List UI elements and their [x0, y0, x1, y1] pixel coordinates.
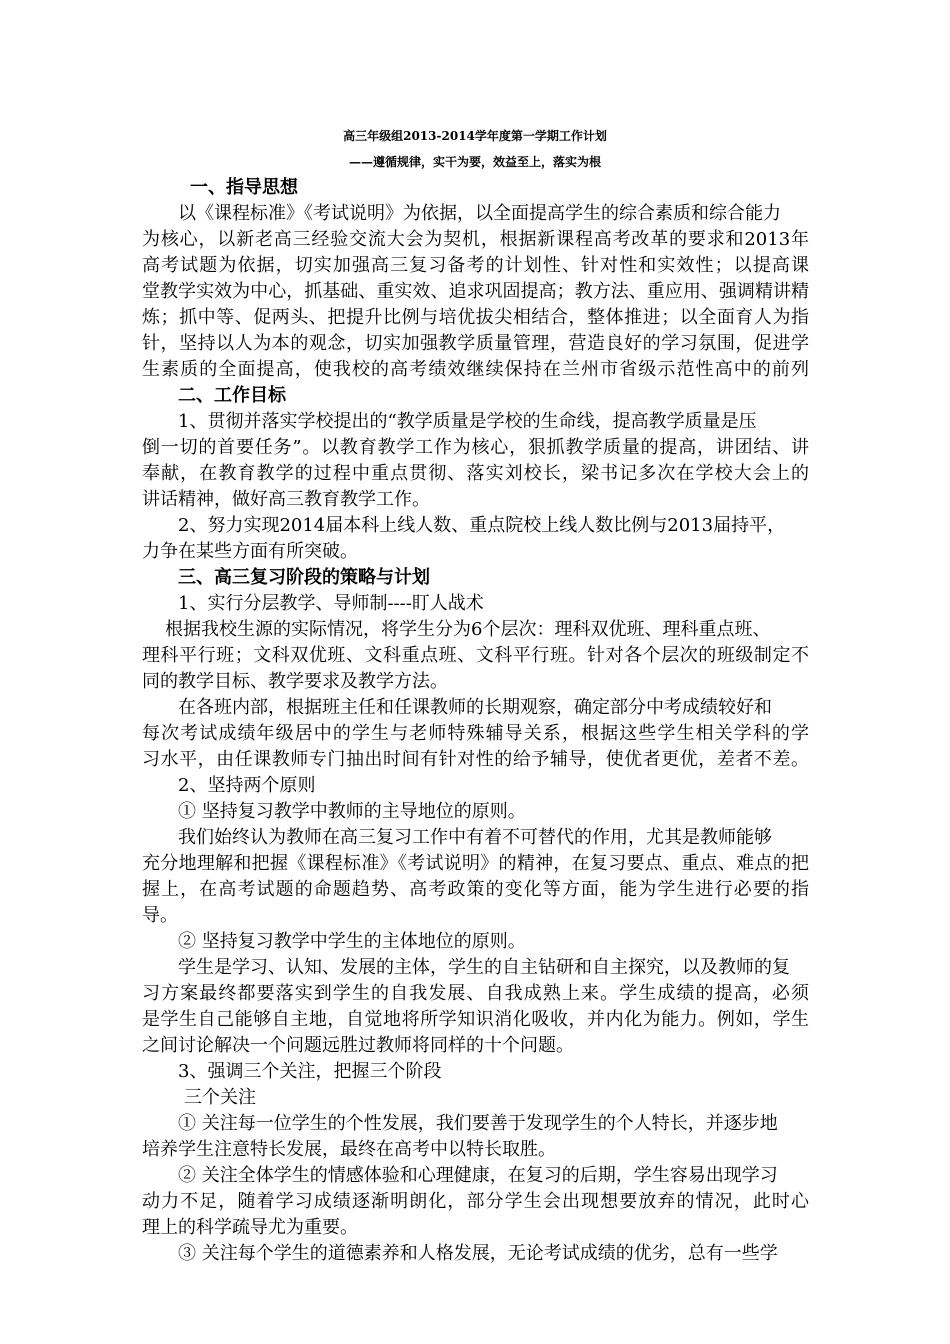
- paragraph-line: 讲话精神，做好高三教育教学工作。: [142, 489, 430, 510]
- focus-item: ② 关注全体学生的情感体验和心理健康，在复习的后期，学生容易出现学习: [178, 1165, 778, 1186]
- focus-item: ③ 关注每个学生的道德素养和人格发展，无论考试成绩的优劣，总有一些学: [178, 1243, 778, 1264]
- paragraph-line: 理上的科学疏导尤为重要。: [142, 1217, 358, 1238]
- paragraph-line: 习方案最终都要落实到学生的自我发展、自我成熟上来。学生成绩的提高，必须: [142, 983, 809, 1004]
- paragraph-line: 倒一切的首要任务”。以教育教学工作为核心，狠抓教学质量的提高，讲团结、讲: [142, 437, 809, 458]
- paragraph-line: 习水平，由任课教师专门抽出时间有针对性的给予辅导，使优者更优，差者不差。: [142, 749, 809, 770]
- section-heading: 二、工作目标: [178, 385, 286, 406]
- paragraph-line: 为核心，以新老高三经验交流大会为契机，根据新课程高考改革的要求和2013年: [142, 229, 809, 250]
- paragraph-line: 生素质的全面提高，使我校的高考绩效继续保持在兰州市省级示范性高中的前列: [142, 359, 809, 380]
- subsection-heading: 3、强调三个关注，把握三个阶段: [178, 1061, 442, 1082]
- paragraph-line: 握上，在高考试题的命题趋势、高考政策的变化等方面，能为学生进行必要的指: [142, 879, 809, 900]
- paragraph-line: 高考试题为依据，切实加强高三复习备考的计划性、针对性和实效性；以提高课: [142, 255, 809, 276]
- paragraph-line: 充分地理解和把握《课程标准》《考试说明》的精神，在复习要点、重点、难点的把: [142, 853, 809, 874]
- paragraph-line: 以《课程标准》《考试说明》为依据，以全面提高学生的综合素质和综合能力: [178, 203, 781, 224]
- paragraph-line: 学生是学习、认知、发展的主体，学生的自主钻研和自主探究，以及教师的复: [178, 957, 790, 978]
- paragraph-line: 是学生自己能够自主地，自觉地将所学知识消化吸收，并内化为能力。例如，学生: [142, 1009, 809, 1030]
- paragraph-line: 之间讨论解决一个问题远胜过教师将同样的十个问题。: [142, 1035, 574, 1056]
- paragraph-line: 我们始终认为教师在高三复习工作中有着不可替代的作用，尤其是教师能够: [178, 827, 772, 848]
- paragraph-line: 导。: [142, 905, 178, 926]
- principle-item: ① 坚持复习教学中教师的主导地位的原则。: [178, 801, 526, 822]
- paragraph-line: 炼；抓中等、促两头、把提升比例与培优拔尖相结合，整体推进；以全面育人为指: [142, 307, 809, 328]
- document-title: 高三年级组2013-2014学年度第一学期工作计划: [343, 129, 607, 143]
- paragraph-line: 同的教学目标、教学要求及教学方法。: [142, 671, 448, 692]
- paragraph-line: 1、贯彻并落实学校提出的“教学质量是学校的生命线，提高教学质量是压: [178, 411, 757, 432]
- paragraph-line: 堂教学实效为中心，抓基础、重实效、追求巩固提高；教方法、重应用、强调精讲精: [142, 281, 809, 302]
- paragraph-line: 力争在某些方面有所突破。: [142, 541, 358, 562]
- section-heading: 一、指导思想: [190, 177, 298, 198]
- paragraph-line: 每次考试成绩年级居中的学生与老师特殊辅导关系，根据这些学生相关学科的学: [142, 723, 809, 744]
- document-subtitle: ——遵循规律，实干为要，效益至上，落实为根: [348, 155, 601, 169]
- paragraph-line: 在各班内部，根据班主任和任课教师的长期观察，确定部分中考成绩较好和: [178, 697, 772, 718]
- paragraph-line: 动力不足，随着学习成绩逐渐明朗化，部分学生会出现想要放弃的情况，此时心: [142, 1191, 809, 1212]
- paragraph-line: 奉献，在教育教学的过程中重点贯彻、落实刘校长，梁书记多次在学校大会上的: [142, 463, 809, 484]
- paragraph-line: 培养学生注意特长发展，最终在高考中以特长取胜。: [142, 1139, 556, 1160]
- paragraph-line: 2、努力实现2014届本科上线人数、重点院校上线人数比例与2013届持平，: [178, 515, 786, 536]
- section-heading: 三、高三复习阶段的策略与计划: [178, 567, 430, 588]
- paragraph-line: 针，坚持以人为本的观念，切实加强教学质量管理，营造良好的学习氛围，促进学: [142, 333, 809, 354]
- subsection-heading: 2、坚持两个原则: [178, 775, 316, 796]
- paragraph-line: 理科平行班；文科双优班、文科重点班、文科平行班。针对各个层次的班级制定不: [142, 645, 809, 666]
- subsection-heading: 1、实行分层教学、导师制----盯人战术: [178, 593, 484, 614]
- subsection-label: 三个关注: [184, 1087, 256, 1108]
- paragraph-line: 根据我校生源的实际情况，将学生分为6个层次：理科双优班、理科重点班、: [165, 619, 771, 640]
- principle-item: ② 坚持复习教学中学生的主体地位的原则。: [178, 931, 526, 952]
- focus-item: ① 关注每一位学生的个性发展，我们要善于发现学生的个人特长，并逐步地: [178, 1113, 778, 1134]
